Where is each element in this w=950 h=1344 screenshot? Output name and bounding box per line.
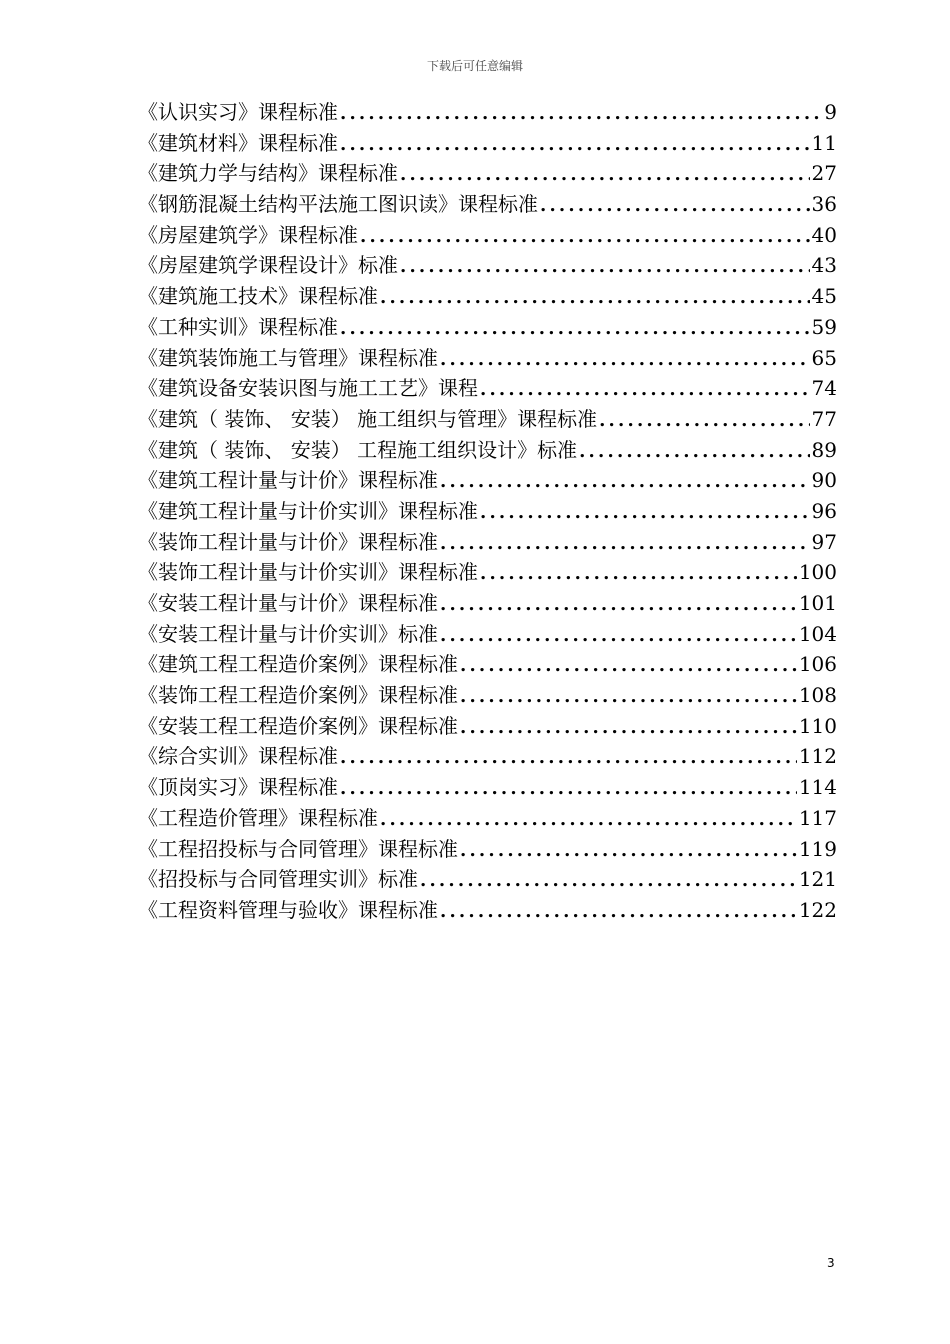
toc-entry-page: 114 xyxy=(798,775,837,800)
toc-entry-title: 《安装工程工程造价案例》课程标准 xyxy=(138,713,458,738)
toc-entry-page: 9 xyxy=(824,100,837,124)
toc-entry[interactable] xyxy=(138,649,837,680)
toc-entry-page: 74 xyxy=(811,376,837,401)
toc-entry-page: 112 xyxy=(798,744,837,769)
toc-entry-page: 65 xyxy=(811,345,837,370)
toc-dot-leader xyxy=(440,467,810,498)
toc-dot-leader xyxy=(460,713,797,744)
toc-dot-leader xyxy=(460,836,797,867)
toc-entry[interactable] xyxy=(138,772,837,803)
toc-dot-leader xyxy=(340,774,797,805)
toc-entry-page: 117 xyxy=(798,805,837,830)
toc-entry-title: 《工程招投标与合同管理》课程标准 xyxy=(138,836,458,861)
toc-dot-leader xyxy=(420,866,797,897)
toc-dot-leader xyxy=(540,191,810,222)
toc-entry[interactable] xyxy=(138,527,837,558)
toc-entry[interactable] xyxy=(138,496,837,527)
toc-dot-leader xyxy=(440,897,797,928)
toc-entry-page: 121 xyxy=(798,867,837,892)
toc-entry-title: 《装饰工程计量与计价》课程标准 xyxy=(138,529,438,554)
toc-entry-title: 《建筑工程工程造价案例》课程标准 xyxy=(138,652,458,677)
toc-entry-page: 101 xyxy=(798,591,837,615)
toc-entry-page: 45 xyxy=(811,284,837,309)
toc-entry-page: 119 xyxy=(798,836,837,861)
header-note: 下载后可任意编辑 xyxy=(426,59,523,73)
toc-entry-page: 108 xyxy=(798,683,837,708)
toc-entry[interactable] xyxy=(138,373,837,404)
toc-entry[interactable] xyxy=(138,465,837,496)
toc-dot-leader xyxy=(480,559,797,590)
toc-entry-title: 《工种实训》课程标准 xyxy=(138,314,338,339)
toc-entry[interactable] xyxy=(138,619,837,650)
toc-entry-page: 122 xyxy=(798,897,837,922)
toc-entry-page: 27 xyxy=(811,161,837,186)
toc-entry-title: 《建筑工程计量与计价实训》课程标准 xyxy=(138,498,478,523)
toc-entry[interactable] xyxy=(138,711,837,742)
toc-dot-leader xyxy=(599,406,809,437)
toc-dot-leader xyxy=(440,621,797,652)
toc-dot-leader xyxy=(480,498,810,529)
toc-entry-page: 106 xyxy=(798,652,837,677)
toc-dot-leader xyxy=(400,252,810,283)
toc-dot-leader xyxy=(340,130,810,161)
toc-entry-title: 《综合实训》课程标准 xyxy=(138,744,338,769)
toc-dot-leader xyxy=(579,437,809,468)
toc-dot-leader xyxy=(400,160,810,191)
toc-entry-title: 《工程造价管理》课程标准 xyxy=(138,805,378,830)
toc-entry[interactable] xyxy=(138,250,837,281)
toc-entry-title: 《建筑（ 装饰、 安装） 施工组织与管理》课程标准 xyxy=(138,406,598,431)
toc-entry-title: 《认识实习》课程标准 xyxy=(138,100,338,124)
toc-entry-page: 97 xyxy=(811,529,837,554)
toc-entry[interactable] xyxy=(138,557,837,588)
toc-entry-page: 59 xyxy=(811,314,837,339)
toc-dot-leader xyxy=(380,805,797,836)
toc-entry-title: 《建筑装饰施工与管理》课程标准 xyxy=(138,345,438,370)
toc-entry-page: 96 xyxy=(811,498,837,523)
toc-dot-leader xyxy=(440,590,797,621)
toc-entry[interactable] xyxy=(138,803,837,834)
toc-entry[interactable] xyxy=(138,435,837,466)
toc-entry-title: 《建筑施工技术》课程标准 xyxy=(138,284,378,309)
toc-entry-title: 《工程资料管理与验收》课程标准 xyxy=(138,897,438,922)
toc-dot-leader xyxy=(440,345,810,376)
toc-entry-page: 100 xyxy=(798,560,837,585)
toc-entry-page: 11 xyxy=(811,130,837,155)
toc-entry-title: 《钢筋混凝土结构平法施工图识读》课程标准 xyxy=(138,192,538,217)
toc-entry[interactable] xyxy=(138,158,837,189)
toc-entry-title: 《装饰工程计量与计价实训》课程标准 xyxy=(138,560,478,585)
toc-entry[interactable] xyxy=(138,128,837,159)
toc-entry-title: 《招投标与合同管理实训》标准 xyxy=(138,867,418,892)
toc-entry[interactable] xyxy=(138,834,837,865)
toc-dot-leader xyxy=(340,99,822,130)
toc-entry[interactable] xyxy=(138,97,837,128)
toc-entry-title: 《建筑力学与结构》课程标准 xyxy=(138,161,398,186)
toc-dot-leader xyxy=(480,375,810,406)
toc-entry-page: 110 xyxy=(798,713,837,738)
toc-entry-title: 《房屋建筑学课程设计》标准 xyxy=(138,253,398,278)
toc-entry[interactable] xyxy=(138,220,837,251)
toc-entry[interactable] xyxy=(138,680,837,711)
toc-entry-page: 77 xyxy=(811,406,837,431)
toc-entry[interactable] xyxy=(138,281,837,312)
toc-entry[interactable] xyxy=(138,404,837,435)
toc-dot-leader xyxy=(460,682,797,713)
toc-entry-page: 90 xyxy=(811,468,837,493)
toc-entry-page: 40 xyxy=(811,222,837,247)
page-number: 3 xyxy=(827,1256,835,1270)
toc-entry[interactable] xyxy=(138,312,837,343)
toc-entry-title: 《安装工程计量与计价实训》标准 xyxy=(138,621,438,646)
toc-entry-title: 《建筑材料》课程标准 xyxy=(138,130,338,155)
toc-entry[interactable] xyxy=(138,588,837,619)
toc-entry-title: 《装饰工程工程造价案例》课程标准 xyxy=(138,683,458,708)
toc-entry-title: 《房屋建筑学》课程标准 xyxy=(138,222,358,247)
toc-entry-page: 43 xyxy=(811,253,837,278)
toc-entry-page: 36 xyxy=(811,192,837,217)
toc-entry-title: 《建筑设备安装识图与施工工艺》课程 xyxy=(138,376,478,401)
toc-entry-title: 《安装工程计量与计价》课程标准 xyxy=(138,591,438,615)
toc-dot-leader xyxy=(440,529,810,560)
toc-entry-title: 《建筑工程计量与计价》课程标准 xyxy=(138,468,438,493)
toc-dot-leader xyxy=(460,651,797,682)
toc-entry[interactable] xyxy=(138,741,837,772)
toc-dot-leader xyxy=(360,222,810,253)
toc-entry-page: 89 xyxy=(811,437,837,462)
toc-entry[interactable] xyxy=(138,189,837,220)
toc-dot-leader xyxy=(340,314,810,345)
toc-dot-leader xyxy=(340,743,797,774)
table-of-contents xyxy=(138,97,837,926)
toc-entry-title: 《顶岗实习》课程标准 xyxy=(138,775,338,800)
toc-dot-leader xyxy=(380,283,810,314)
toc-entry[interactable] xyxy=(138,343,837,374)
toc-entry-title: 《建筑（ 装饰、 安装） 工程施工组织设计》标准 xyxy=(138,437,578,462)
toc-entry[interactable] xyxy=(138,864,837,895)
toc-entry[interactable] xyxy=(138,895,837,926)
toc-entry-page: 104 xyxy=(798,621,837,646)
